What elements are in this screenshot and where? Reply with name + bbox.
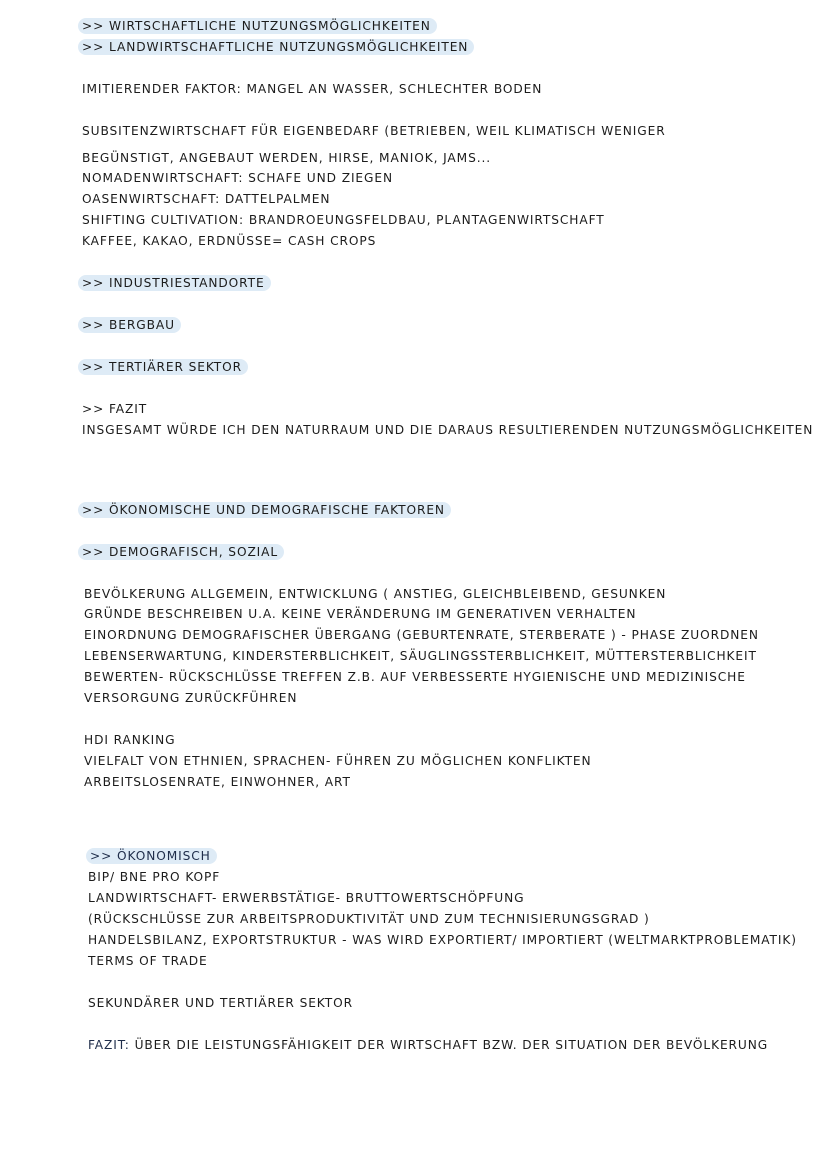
text-line: BIP/ BNE PRO KOPF <box>88 870 221 884</box>
text-line: TERMS OF TRADE <box>88 954 208 968</box>
text-line: LANDWIRTSCHAFT- ERWERBSTÄTIGE- BRUTTOWERTSCHÖPFUNG <box>88 891 525 905</box>
text-line: HDI RANKING <box>84 733 176 747</box>
text-line: OASENWIRTSCHAFT: DATTELPALMEN <box>82 192 331 206</box>
text-line: LEBENSERWARTUNG, KINDERSTERBLICHKEIT, SÄUGLINGSSTERBLICHKEIT, MÜTTERSTERBLICHKEIT <box>84 649 757 663</box>
heading-bergbau <box>78 318 181 333</box>
text-line: EINORDNUNG DEMOGRAFISCHER ÜBERGANG (GEBURTENRATE, STERBERATE ) - PHASE ZUORDNEN <box>84 628 759 642</box>
heading-fazit: >> FAZIT <box>82 402 148 416</box>
text-line: HANDELSBILANZ, EXPORTSTRUKTUR - WAS WIRD EXPORTIERT/ IMPORTIERT (WELTMARKTPROBLEMATIK) <box>88 933 797 947</box>
heading-text: >> TERTIÄRER SEKTOR <box>78 359 248 375</box>
fazit-line <box>88 1038 768 1053</box>
text-line: BEVÖLKERUNG ALLGEMEIN, ENTWICKLUNG ( ANSTIEG, GLEICHBLEIBEND, GESUNKEN <box>84 587 667 601</box>
text-line: VIELFALT VON ETHNIEN, SPRACHEN- FÜHREN ZU MÖGLICHEN KONFLIKTEN <box>84 754 592 768</box>
text-line: VERSORGUNG ZURÜCKFÜHREN <box>84 691 298 705</box>
text-line: SHIFTING CULTIVATION: BRANDROEUNGSFELDBAU, PLANTAGENWIRTSCHAFT <box>82 213 605 227</box>
fazit-text: INSGESAMT WÜRDE ICH DEN NATURRAUM UND DIE DARAUS RESULTIERENDEN NUTZUNGSMÖGLICHKEITEN <box>82 423 814 437</box>
heading-text: >> DEMOGRAFISCH, SOZIAL <box>78 544 284 560</box>
fazit-label: FAZIT: <box>88 1038 130 1052</box>
fazit-text: ÜBER DIE LEISTUNGSFÄHIGKEIT DER WIRTSCHAFT BZW. DER SITUATION DER BEVÖLKERUNG <box>129 1038 769 1052</box>
text-line: GRÜNDE BESCHREIBEN U.A. KEINE VERÄNDERUNG IM GENERATIVEN VERHALTEN <box>84 607 637 621</box>
heading-oekonomische-demografische-faktoren <box>78 503 451 518</box>
heading-tertiaerer-sektor <box>78 360 248 375</box>
text-line: (RÜCKSCHLÜSSE ZUR ARBEITSPRODUKTIVITÄT UND ZUM TECHNISIERUNGSGRAD ) <box>88 912 650 926</box>
heading-landwirtschaftliche-nutzung <box>78 40 474 55</box>
heading-oekonomisch <box>86 849 217 864</box>
text-line: KAFFEE, KAKAO, ERDNÜSSE= CASH CROPS <box>82 234 377 248</box>
text-line: ARBEITSLOSENRATE, EINWOHNER, ART <box>84 775 351 789</box>
text-line: SUBSITENZWIRTSCHAFT FÜR EIGENBEDARF (BETRIEBEN, WEIL KLIMATISCH WENIGER <box>82 124 666 138</box>
limiting-factor-line: IMITIERENDER FAKTOR: MANGEL AN WASSER, SCHLECHTER BODEN <box>82 82 543 96</box>
heading-text: >> LANDWIRTSCHAFTLICHE NUTZUNGSMÖGLICHKEITEN <box>78 39 474 55</box>
heading-text: >> ÖKONOMISCHE UND DEMOGRAFISCHE FAKTOREN <box>78 502 451 518</box>
text-line: BEWERTEN- RÜCKSCHLÜSSE TREFFEN Z.B. AUF VERBESSERTE HYGIENISCHE UND MEDIZINISCHE <box>84 670 746 684</box>
heading-wirtschaftliche-nutzung <box>78 19 437 34</box>
heading-text: >> WIRTSCHAFTLICHE NUTZUNGSMÖGLICHKEITEN <box>78 18 437 34</box>
sector-line: SEKUNDÄRER UND TERTIÄRER SEKTOR <box>88 996 353 1010</box>
heading-industriestandorte <box>78 276 271 291</box>
text-line: BEGÜNSTIGT, ANGEBAUT WERDEN, HIRSE, MANIOK, JAMS... <box>82 151 492 165</box>
heading-demografisch-sozial <box>78 545 284 560</box>
heading-text: >> INDUSTRIESTANDORTE <box>78 275 271 291</box>
heading-text: >> BERGBAU <box>78 317 181 333</box>
heading-text: >> ÖKONOMISCH <box>86 848 217 864</box>
text-line: NOMADENWIRTSCHAFT: SCHAFE UND ZIEGEN <box>82 171 393 185</box>
